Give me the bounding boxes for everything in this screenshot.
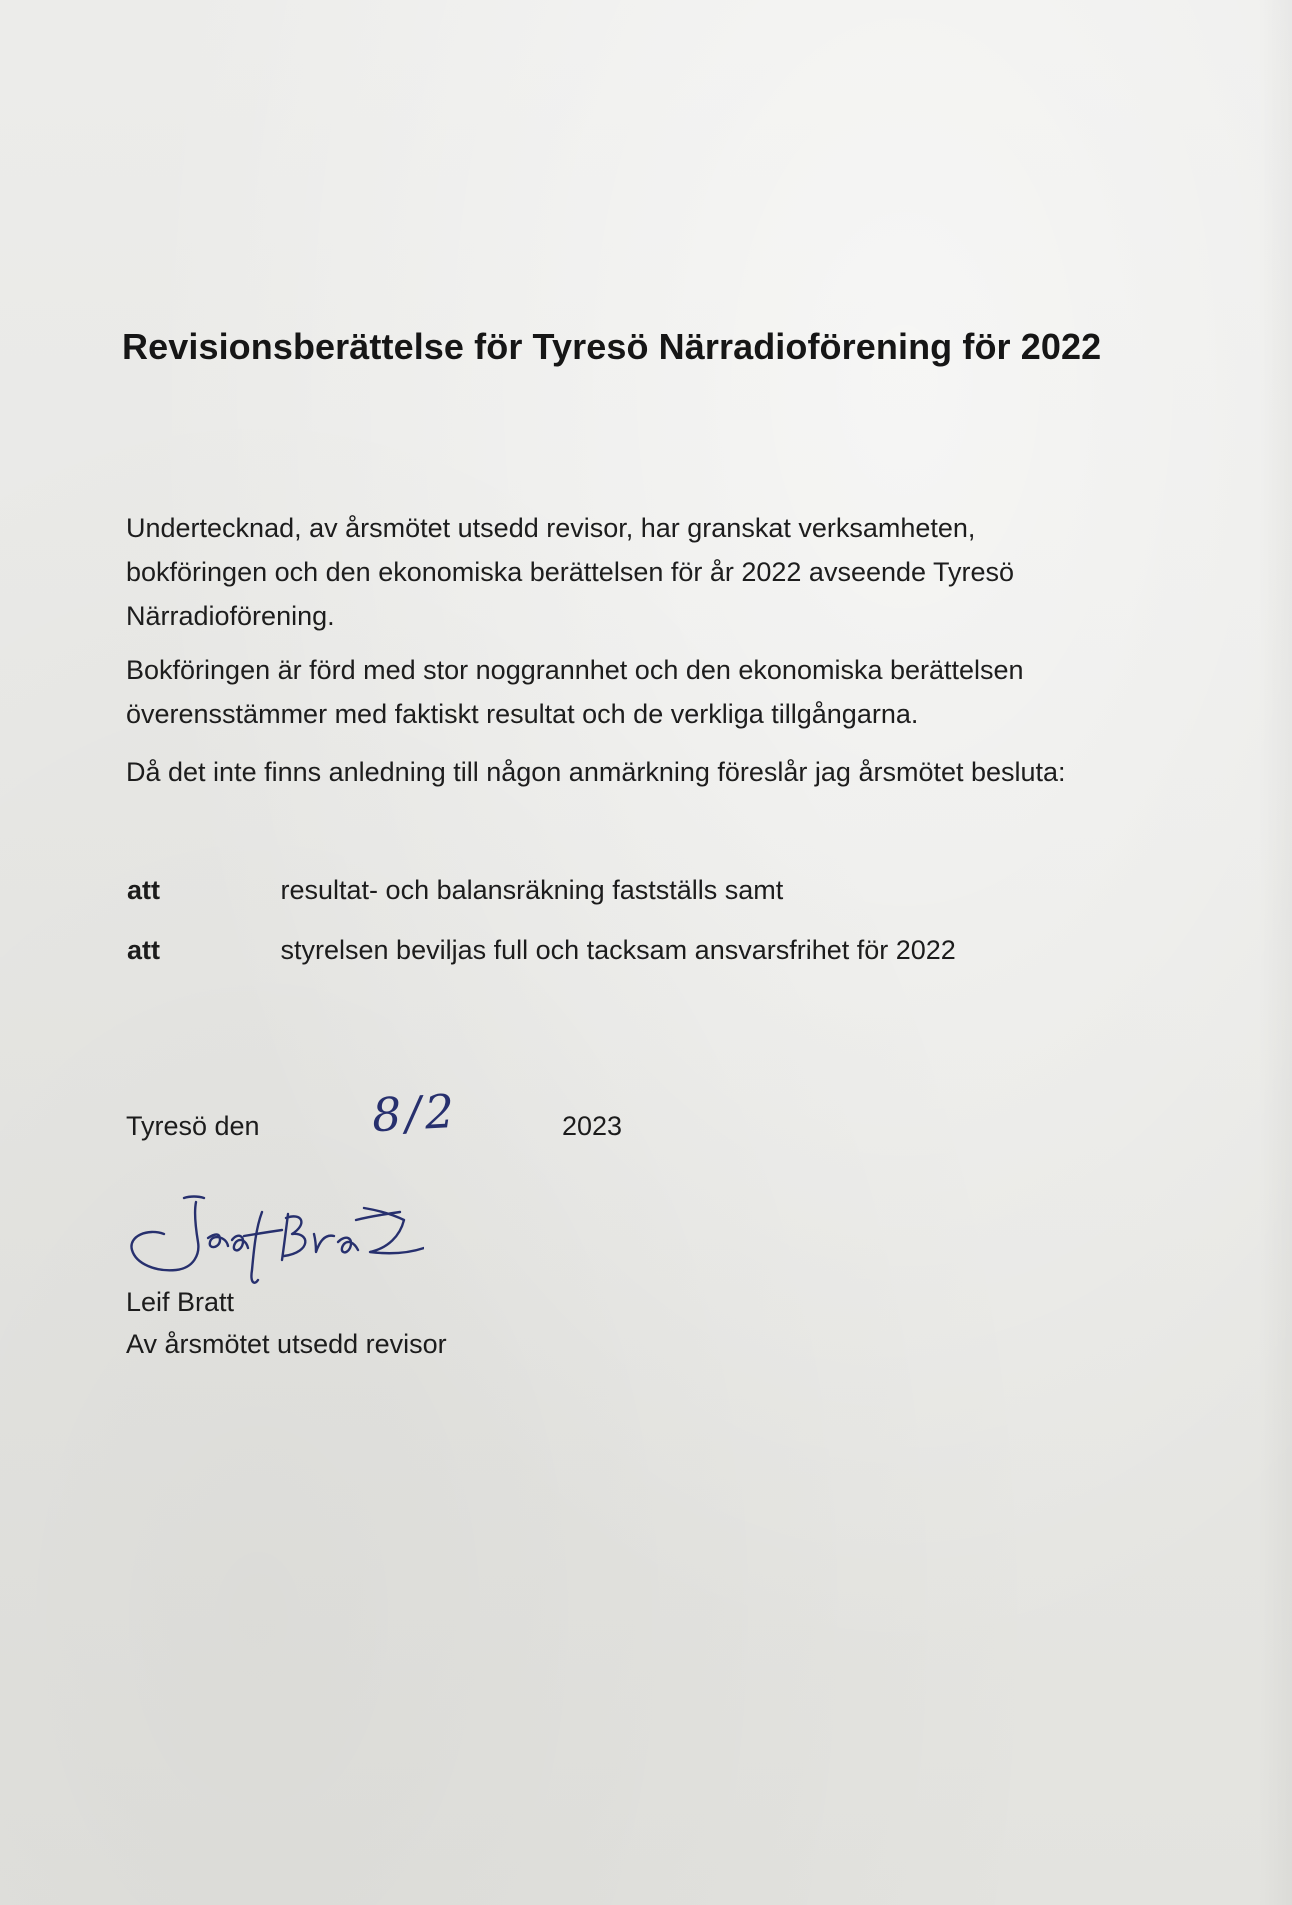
resolution-item [127,870,783,910]
handwritten-date: 8/2 [370,1083,460,1143]
paragraph-accounting-statement [126,648,1024,736]
resolution-text: resultat- och balansräkning fastställs samt [280,875,784,905]
paragraph-line: Bokföringen är förd med stor noggrannhet och den ekonomiska berättelsen [126,655,1024,685]
date-year: 2023 [562,1111,623,1141]
signer-role: Av årsmötet utsedd revisor [126,1329,447,1359]
paragraph-line: Närradioförening. [126,601,335,631]
handwritten-signature [124,1190,424,1290]
paragraph-line: överensstämmer med faktiskt resultat och de verkliga tillgångarna. [126,699,919,729]
document-title: Revisionsberättelse för Tyresö Närradioförening för 2022 [122,326,1102,367]
resolution-keyword: att [127,935,160,965]
paragraph-proposal [126,750,1066,794]
paragraph-review-statement [126,506,1014,638]
paragraph-line: bokföringen och den ekonomiska berättelsen för år 2022 avseende Tyresö [126,557,1015,587]
paper-fold-shadow [1258,0,1292,1905]
resolution-keyword: att [127,875,160,905]
resolution-item [127,930,956,970]
date-label: Tyresö den [126,1111,260,1141]
paragraph-line: Då det inte finns anledning till någon anmärkning föreslår jag årsmötet besluta: [126,757,1066,787]
signer-name: Leif Bratt [126,1287,235,1317]
paragraph-line: Undertecknad, av årsmötet utsedd revisor, har granskat verksamheten, [126,513,976,543]
resolution-text: styrelsen beviljas full och tacksam ansvarsfrihet för 2022 [280,935,956,965]
